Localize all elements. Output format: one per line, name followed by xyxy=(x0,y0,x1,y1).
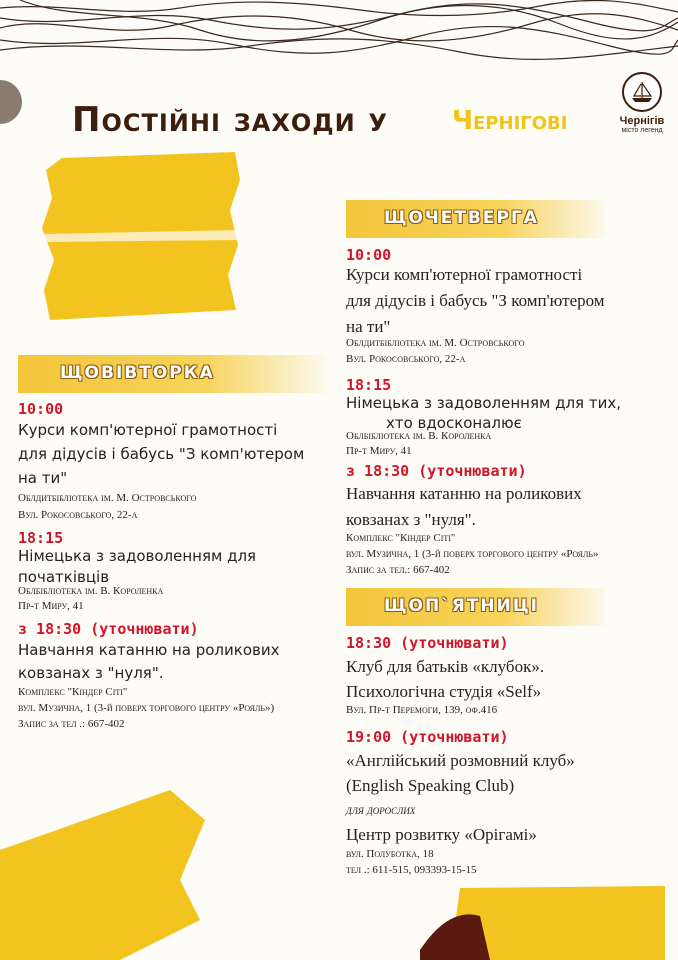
event-note: для дорослих xyxy=(346,802,416,817)
event-time: з 18:30 (уточнювати) xyxy=(18,620,199,638)
event-title: Німецька з задоволенням для тих, xyxy=(346,394,621,412)
yellow-brush-decoration xyxy=(40,150,250,325)
event-title: початківців xyxy=(18,568,110,586)
event-address: Вул. Рокосовського, 22-а xyxy=(18,509,138,521)
event-address: Комплекс "Кіндер Сіті" xyxy=(346,532,456,544)
event-title: Психологічна студія «Self» xyxy=(346,682,542,701)
event-time: з 18:30 (уточнювати) xyxy=(346,462,527,480)
event-address: Вул. Рокосовського, 22-а xyxy=(346,353,466,365)
event-title: Курси комп'ютерної грамотності xyxy=(346,265,583,284)
event-title: Німецька з задоволенням для xyxy=(18,547,257,565)
yellow-brush-bottom-decoration xyxy=(0,790,215,960)
day-label-friday: ЩОП`ЯТНИЦІ xyxy=(384,596,539,616)
event-address: Облдитбібліотека ім. М. Островського xyxy=(346,337,525,349)
event-time: 10:00 xyxy=(18,400,64,418)
day-header-tuesday xyxy=(18,355,328,393)
event-title: ковзанах з "нуля". xyxy=(18,664,164,682)
decorative-circle xyxy=(0,80,22,124)
page-title-city: Чернігові xyxy=(452,106,568,136)
day-label-thursday: ЩОЧЕТВЕРГА xyxy=(384,208,539,228)
event-title: Навчання катанню на роликових xyxy=(18,641,280,659)
page-title: Постійні заходи у xyxy=(72,100,389,140)
event-phone: Запис за тел.: 667-402 xyxy=(346,564,450,576)
brush-bottom-right-decoration xyxy=(420,870,678,960)
event-title: Курси комп'ютерної грамотності xyxy=(18,421,278,439)
event-address: Облбібліотека ім. В. Короленка xyxy=(18,585,164,597)
day-header-thursday xyxy=(346,200,606,238)
event-address: вул. Музична, 1 (3-й поверх торгового центру «Рояль» xyxy=(346,548,599,560)
event-address: Пр-т Миру, 41 xyxy=(18,600,84,612)
event-title: на ти" xyxy=(346,317,391,336)
event-address: Облдитбібліотека ім. М. Островського xyxy=(18,492,197,504)
event-title: «Англійський розмовний клуб» xyxy=(346,751,575,770)
event-time: 18:15 xyxy=(18,529,64,547)
event-address: Комплекс "Кіндер Сіті" xyxy=(18,686,128,698)
event-title: Навчання катанню на роликових xyxy=(346,484,582,503)
event-address: Пр-т Миру, 41 xyxy=(346,445,412,457)
event-title: хто вдосконалює xyxy=(386,414,522,432)
event-phone: тел .: 611-515, 093393-15-15 xyxy=(346,864,477,876)
logo-name: Чернігів xyxy=(619,115,665,127)
day-header-friday xyxy=(346,588,606,626)
event-title: для дідусів і бабусь "З комп'ютером xyxy=(346,291,605,310)
wavy-lines-decoration xyxy=(0,0,678,60)
event-address: Вул. Пр-т Перемоги, 139, оф.416 xyxy=(346,704,498,716)
ship-icon xyxy=(622,72,662,112)
event-title: для дідусів і бабусь "З комп'ютером xyxy=(18,445,305,463)
event-address: вул. Музична, 1 (3-й поверх торгового центру «Рояль») xyxy=(18,702,275,714)
day-label-tuesday: ЩОВІВТОРКА xyxy=(60,363,215,383)
event-time: 18:15 xyxy=(346,376,392,394)
event-time: 19:00 (уточнювати) xyxy=(346,728,509,746)
event-address: Облбібліотека ім. В. Короленка xyxy=(346,430,492,442)
event-title: на ти" xyxy=(18,469,68,487)
event-address: вул. Полуботка, 18 xyxy=(346,848,434,860)
event-title: ковзанах з "нуля". xyxy=(346,510,476,529)
event-phone: Запис за тел .: 667-402 xyxy=(18,718,125,730)
event-title: Клуб для батьків «клубок». xyxy=(346,657,545,676)
city-logo xyxy=(612,72,672,134)
event-venue: Центр розвитку «Орігамі» xyxy=(346,825,537,844)
event-title: (English Speaking Club) xyxy=(346,776,515,795)
logo-subtitle: місто легенд xyxy=(621,127,663,134)
event-time: 18:30 (уточнювати) xyxy=(346,634,509,652)
event-time: 10:00 xyxy=(346,246,392,264)
